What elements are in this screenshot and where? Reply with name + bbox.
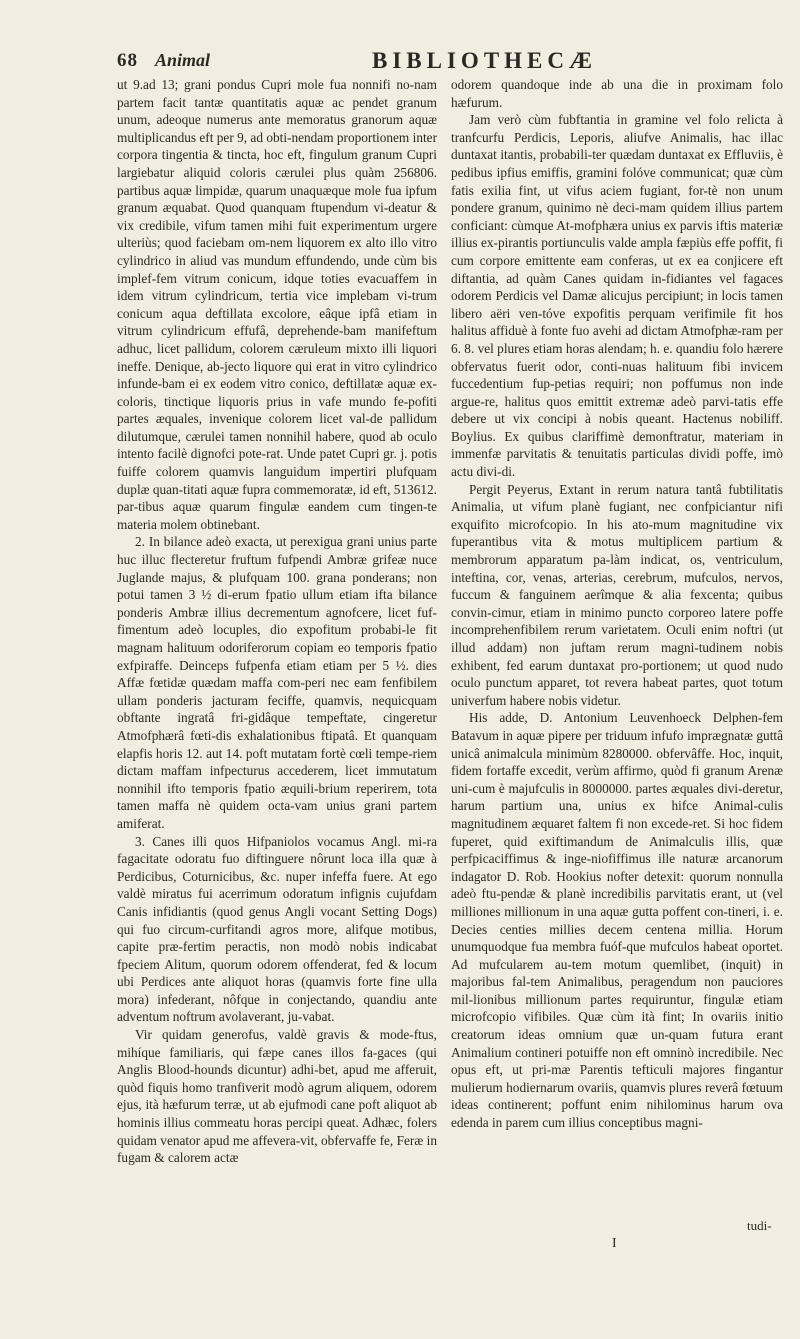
right-column — [451, 76, 783, 1132]
paragraph: ut 9.ad 13; grani pondus Cupri mole fua nonnifi no-nam partem facit tantæ quantitatis aquæ ac pendet granum unum, adeoque numerus ante memoratus granorum aquæ multiplicandus eft per 9, ad obti-nendam proportionem inter corpora tingentia & tincta, hoc eft, fingulum granum Cupri largiebatur aliquid coloris cærulei plus quàm 256806. partibus aquæ limpidæ, quarum unaquæque mole fua ipfum granum æquabat. Quod quanquam ftupendum vi-deatur & vix credibile, vifum tamen mihi fuit experimentum urgere ulteriùs; quod faciebam om-nem liquorem ex alto illo vitro cylindrico in aliud vas mundum effundendo, unde cùm bis implef-fem vitrum conicum, idque toties evacuaffem in idem vitrum cylindricum, tertia vice implebam vi-trum conicum aqua deftillata excolore, eâque ipfâ etiam in vitrum cylindricum effufâ, deprehende-bam manifeftum adhuc, licet pallidum, colorem cæruleum mixto illi liquori ineffe. Denique, ab-jecto liquore qui erat in vitro cylindrico infunde-bam ei ex eodem vitro conico, deftillatæ aquæ ex-coloris, tinctique liquoris prius in vafe mundo fe-pofiti partes æquales, invenique colorem licet val-de pallidum dilutumque, cærulei tamen nonnihil habere, quod ab oculo intento facilè dignofci pote-rat. Unde patet Cupri gr. j. potis fuiffe colorem quamvis languidum impertiri plufquam duplæ quan-titati aquæ fupra commemoratæ, id eft, 513612. par-tibus aquæ quarum fingulæ eandem cum tingen-te materia molem obtinebant. — [117, 77, 437, 532]
signature-mark: I — [612, 1236, 617, 1251]
page-number: 68 — [117, 50, 138, 71]
running-title: BIBLIOTHECÆ — [372, 48, 597, 73]
paragraph: 2. In bilance adeò exacta, ut perexigua grani unius parte huc illuc flecteretur fruftum fufpendi Ambræ grifeæ nuce Juglande majus, & plufquam 100. grana ponderans; non potui tamen 3 ½ di-erum fpatio ullum etiam ifta bilance ponderis Ambræ illius decrementum agnofcere, licet fuf-fimentum adeò locuples, dio expofitum probabi-le fit magnam halituum odoriferorum copiam eo temporis fpatio exfpiraffe. Deinceps fufpenfa etiam etiam per 5 ½. dies Affæ fœtidæ quædam maffa com-peri nec eam fenfibilem ullam ponderis jacturam feciffe, quamvis, nequicquam obftante ingratâ fri-gidâque tempeftate, cingeretur Atmofphærâ fœti-dis exhalationibus ftipatâ. Et quanquam elapfis horis 12. aut 14. poft mutatam fortè cœli tempe-riem dictam maffam infpecturus accederem, licet immutatum nonnihil ifto temporis fpatio æquili-brium reperirem, tota tamen maffa nè quidem octa-vam unius grani partem amiferat. — [117, 534, 437, 831]
paragraph: Pergit Peyerus, Extant in rerum natura tantâ fubtilitatis Animalia, ut vifum planè fugiant, nec confpiciantur nifi exquifito microfcopio. In his ato-mum magnitudine vix fuperantibus vita & motus multiplicem partium & membrorum apparatum pa-làm indicat, os, ventriculum, inteftina, cor, venas, arterias, cerebrum, mufculos, nervos, fuccum & fanguinem aerîmque & alia fexcenta; quibus convin-cimur, etiam in minimo puncto corporeo latere poffe incomprehenfibilem rerum varietatem. Oculi enim noftri (ut illud addam) non juftam rerum magni-tudinem nobis exhibent, fed earum duntaxat pro-portionem; ut quod nudo oculo punctum apparet, tot revera habeat partes, quot totum univerfum habere nobis videtur. — [451, 481, 783, 708]
paragraph: 3. Canes illi quos Hifpaniolos vocamus Angl. mi-ra fagacitate odoratu fuo diftinguere nôrunt loca illa quæ à Perdicibus, Coturnicibus, &c. nuper infeffa fuere. At ego valdè miratus fui acerrimum odoratum infignis cujufdam Canis infidiantis (quod genus Angli vocant Setting Dogs) qui fuo circum-curfitandi agros more, alifque motibus, capite præ-fertim peractis, non modò nobis indicabat fpeciem Alitum, quorum odorem offenderat, fed & locum ubi Perdices ante aliquot horas (quamvis forte fine ulla mora) infederant, nôfque in conjectando, quandiu ante adventum noftrum avolaverant, ju-vabat. — [117, 833, 437, 1025]
paragraph: Vir quidam generofus, valdè gravis & mode-ftus, mihíque familiaris, qui fæpe canes illos fa-gaces (qui Anglis Blood-hounds dicuntur) adhi-bet, apud me afferuit, quòd fiquis homo tranfiverit modò agrum aliquem, odorem ejus, ità hæfurum terræ, ut ab ejufmodi cane poft aliquot ab hominis illius commeatu horas percipi queat. Adhæc, folers quidam venator apud me affevera-vit, obfervaffe fe, Feræ in fugam & calorem actæ — [117, 1027, 437, 1166]
paragraph: odorem quandoque inde ab una die in proximam folo hæfurum. — [451, 77, 783, 110]
paragraph: His adde, D. Antonium Leuvenhoeck Delphen-fem Batavum in aquæ pipere per triduum infufo imprægnatæ guttâ unicâ animalcula minimùm 8280000. obfervâffe. Hoc, inquit, fidem fortaffe excedit, verùm affirmo, quòd fi granum Arenæ uni-cum è majufculis in 8000000. partes æquales divi-deretur, harum partium una, unius ex hifce Animal-culis magnitudinem æquaret faltem fi non excede-ret. Si hoc fidem fuperet, quid exiftimandum de Animalculis illis, quæ perfpicaciffimus & inge-niofiffimus ille naturæ arcanorum indagator D. Rob. Hookius nofter detexit: quorum nonnulla adeò ftu-pendæ & planè incredibilis parvitatis erant, ut (vel milliones millionum in una aquæ gutta poffent con-tineri, i. e. Decies centies millies decem centena millia. Horum unumquodque fua membra fuóf-que mufculos habeat oportet. Ad mufcularem au-tem motum quemlibet, (inquit) in majoribus fal-tem Animalibus, peragendum non pauciores mil-lionibus millionum partes requiruntur, fingulæ etiam microfcopio vifibiles. Quæ cùm ità fint; In ovariis initio creatorum ideas omnium quæ un-quam futura erant Animalium contineri potuiffe non eft omninò incredibile. Nec opus eft, ut pri-mæ Parentis tefticuli majores fingantur mulierum hodiernarum ovariis, quamvis plures reverâ fœtuum ideas continerent; poffunt enim nihilominus harum ova edenda in parem cum illius conceptibus magni- — [451, 710, 783, 1131]
margin-catchword: Animal — [155, 50, 211, 70]
left-column — [117, 76, 437, 1167]
paragraph: Jam verò cùm fubftantia in gramine vel folo relicta à tranfcurfu Perdicis, Leporis, aliufve Animalis, hac illac duntaxat itantis, probabili-ter quædam duntaxat ex Effluviis, è pedibus ipfius emiffis, gramini folóve communicat; quæ cùm fatis exilia fint, ut vifus aciem fugiant, for-tè non unum pondere granum, quinimo nè deci-mam quidem illius partem conficiant: cùmque At-mofphæra unius ex parvis iftis materiæ illius ex-pirantis portiunculis valde ampla fæpiùs effe poffit, fi cum corpore emittente eam conferas, ut ex ea conjicere eft diftantia, ad quàm Canes quidam in-fidiantes vel fagaces odorem Perdicis vel Damæ alicujus percipiunt; in locis tamen libero aëri ven-tóve expofitis perquam verifimile fit hos halitus affiduè à fonte fuo avehi ad dictam Atmofphæ-ram per 6. 8. vel plures etiam horas alendam; h. e. quandiu folo hærere obfervatus fuerit odor, conti-nuas halituum fibi invicem fuccedentium fup-petias requiri; non poffumus non inde argue-re, halitus quos emittit extremæ adeò parvi-tatis effe debere ut vix concipi à nobis queant. Hactenus nobiliff. Boylius. Ex quibus clariffimè demonftratur, materiam in immenfæ parvitatis & tenuitatis particulas dividi poffe, imò actu divi-di. — [451, 112, 783, 480]
custos-word: tudi- — [747, 1218, 772, 1233]
